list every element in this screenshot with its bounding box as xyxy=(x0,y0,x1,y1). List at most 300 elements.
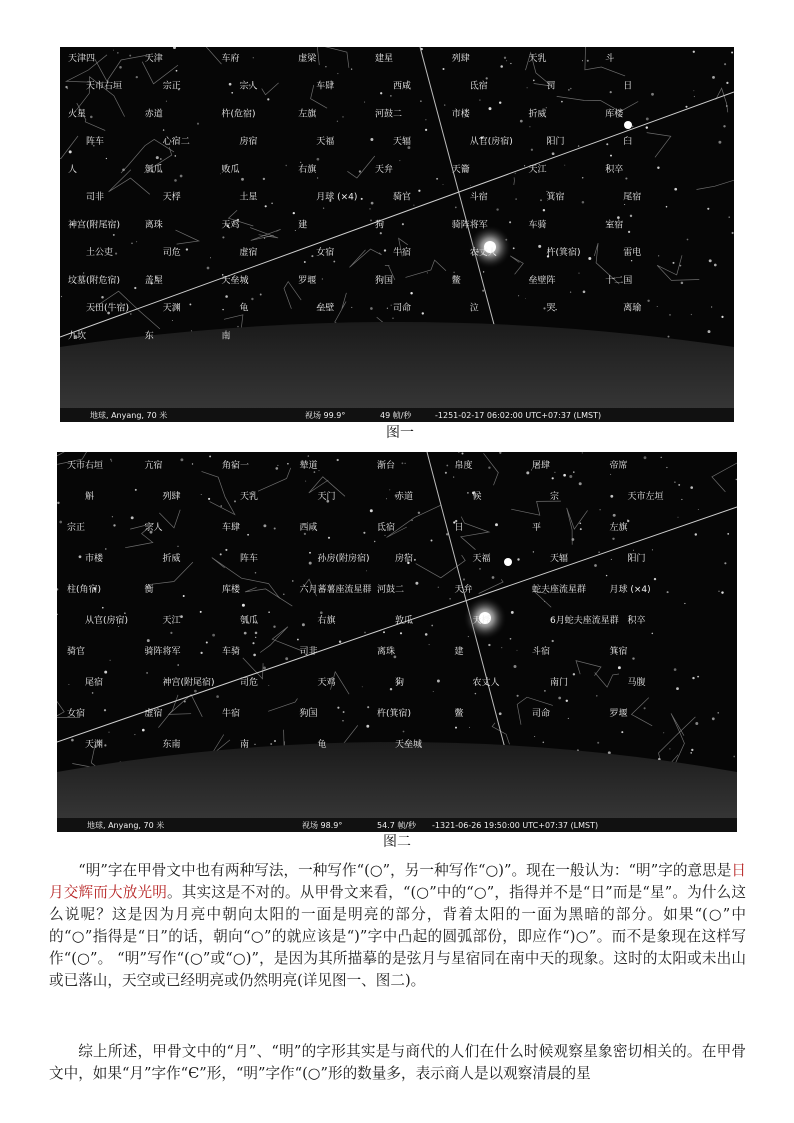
constellation-label: 女宿 xyxy=(316,248,335,259)
star xyxy=(566,700,568,702)
constellation-label: 天市左垣 xyxy=(627,492,664,502)
star xyxy=(431,625,433,627)
constellation-label: 雷电 xyxy=(623,248,642,259)
star xyxy=(496,208,498,210)
star xyxy=(646,117,649,120)
constellation-label: 列肆 xyxy=(162,492,181,502)
star xyxy=(729,216,730,217)
constellation-label: 狗国 xyxy=(375,275,394,286)
star xyxy=(339,640,341,642)
star xyxy=(255,632,258,635)
star xyxy=(579,273,580,274)
star xyxy=(453,272,454,273)
star xyxy=(697,676,699,678)
star xyxy=(712,76,715,79)
star xyxy=(455,207,457,209)
star xyxy=(724,63,726,65)
constellation-label: 天市右垣 xyxy=(86,81,123,92)
star xyxy=(177,664,179,666)
constellation-label: 帛度 xyxy=(454,461,473,471)
constellation-label: 骑官 xyxy=(67,647,86,657)
star xyxy=(606,575,607,576)
star xyxy=(707,208,709,210)
constellation-label: 神宫(附尾宿) xyxy=(162,678,215,688)
star xyxy=(538,245,541,248)
star xyxy=(292,580,293,581)
constellation-label: 市楼 xyxy=(85,554,104,564)
star xyxy=(189,303,191,305)
star xyxy=(676,687,679,690)
star xyxy=(599,509,600,510)
star xyxy=(314,471,316,473)
constellation-label: 月球 (×4) xyxy=(316,192,358,203)
star xyxy=(156,156,159,159)
star xyxy=(582,452,583,453)
star xyxy=(594,564,597,567)
star xyxy=(160,158,162,160)
star xyxy=(380,92,382,94)
star xyxy=(106,158,107,159)
star xyxy=(527,87,528,88)
sun-marker xyxy=(624,121,632,129)
constellation-label: 市楼 xyxy=(451,109,470,120)
star xyxy=(337,121,338,122)
constellation-label: 罗堰 xyxy=(609,709,628,719)
constellation-label: 车骑 xyxy=(528,220,547,231)
star xyxy=(546,107,547,108)
star xyxy=(244,632,247,635)
star xyxy=(325,66,326,67)
star xyxy=(283,594,285,596)
constellation-label: 司危 xyxy=(240,678,259,688)
star xyxy=(389,489,390,490)
constellation-label: 宗人 xyxy=(239,81,258,92)
star xyxy=(453,477,454,478)
star xyxy=(277,465,278,466)
star xyxy=(374,541,375,542)
star xyxy=(573,471,574,472)
star xyxy=(201,494,202,495)
paragraph-1-highlight: 日月交辉而大放光明 xyxy=(49,862,746,901)
star xyxy=(694,96,695,97)
star xyxy=(252,642,254,644)
star xyxy=(174,179,177,182)
star xyxy=(427,272,428,273)
constellation-label: 天辐 xyxy=(550,554,569,564)
star xyxy=(526,471,529,474)
star xyxy=(134,734,135,735)
star xyxy=(210,257,211,258)
constellation-label: 西咸 xyxy=(393,81,412,92)
star xyxy=(386,498,387,499)
constellation-label: 亢宿 xyxy=(144,461,163,471)
star xyxy=(610,474,611,475)
star xyxy=(166,101,167,102)
constellation-label: 平 xyxy=(532,523,542,533)
constellation-label: 瓠瓜 xyxy=(240,616,259,626)
constellation-label: 司危 xyxy=(162,248,181,259)
star xyxy=(263,666,266,669)
constellation-label: 南 xyxy=(240,740,250,750)
star xyxy=(518,295,519,296)
star xyxy=(403,731,405,733)
star xyxy=(413,205,414,206)
star xyxy=(718,141,721,144)
star xyxy=(552,152,555,155)
star xyxy=(504,57,506,59)
star xyxy=(714,264,717,267)
constellation-label: 右旗 xyxy=(298,164,317,175)
constellation-label: 箕宿 xyxy=(609,647,628,657)
star xyxy=(627,519,628,520)
star xyxy=(402,462,404,464)
star xyxy=(612,538,614,540)
sky-map-1 xyxy=(60,47,734,422)
star xyxy=(251,298,253,300)
constellation-label: 天弁 xyxy=(375,164,394,175)
star xyxy=(209,455,211,457)
star xyxy=(119,66,122,69)
star xyxy=(104,709,106,711)
star xyxy=(479,568,481,570)
star xyxy=(552,640,554,642)
star xyxy=(359,170,361,172)
constellation-label: 天渊 xyxy=(85,740,104,750)
star xyxy=(470,185,471,186)
constellation-label: 天桴 xyxy=(162,192,181,203)
star xyxy=(515,198,516,199)
constellation-label: 十二国 xyxy=(605,275,633,286)
star xyxy=(488,466,490,468)
star xyxy=(390,95,391,96)
star xyxy=(510,638,512,640)
constellation-label: 鳖 xyxy=(451,275,461,286)
star xyxy=(685,106,687,108)
constellation-label: 氐宿 xyxy=(469,81,488,92)
star xyxy=(163,129,164,130)
constellation-label: 盖屋 xyxy=(144,275,163,286)
star xyxy=(135,489,137,491)
star xyxy=(305,481,306,482)
star xyxy=(606,143,608,145)
star xyxy=(422,312,424,314)
star xyxy=(618,666,621,669)
constellation-label: 折威 xyxy=(528,109,547,120)
constellation-label: 杵(箕宿) xyxy=(377,709,412,719)
star xyxy=(180,615,183,618)
constellation-label: 狗国 xyxy=(299,709,318,719)
status-datetime: -1251-02-17 06:02:00 UTC+07:37 (LMST) xyxy=(435,411,602,420)
star xyxy=(573,673,575,675)
star xyxy=(129,55,131,57)
constellation-label: 日 xyxy=(454,523,464,533)
star xyxy=(317,177,318,178)
star xyxy=(732,232,734,234)
constellation-label: 天垒城 xyxy=(395,740,423,750)
constellation-label: 赤道 xyxy=(144,109,163,120)
star xyxy=(320,611,323,614)
star xyxy=(253,57,254,58)
star xyxy=(597,742,599,744)
star xyxy=(112,516,113,517)
star xyxy=(192,463,193,464)
constellation-label: 阳门 xyxy=(546,137,565,148)
constellation-label: 罗堰 xyxy=(298,275,317,286)
star xyxy=(514,665,517,668)
constellation-label: 斗宿 xyxy=(532,647,551,657)
star xyxy=(337,459,339,461)
star xyxy=(610,155,612,157)
star xyxy=(142,729,145,732)
constellation-label: 尾宿 xyxy=(623,192,642,203)
status-fps: 49 帧/秒 xyxy=(380,411,412,420)
star xyxy=(425,119,426,120)
star xyxy=(113,50,114,51)
star xyxy=(569,475,572,478)
star xyxy=(691,314,692,315)
star xyxy=(351,68,352,69)
constellation-label: 天渊 xyxy=(162,303,181,314)
star xyxy=(534,736,535,737)
constellation-label: 天辐 xyxy=(393,137,412,148)
star xyxy=(274,527,276,529)
star xyxy=(207,267,210,270)
star xyxy=(362,686,363,687)
star xyxy=(323,208,324,209)
constellation-label: 牛宿 xyxy=(222,709,241,719)
star xyxy=(177,546,178,547)
star xyxy=(273,625,275,627)
star xyxy=(687,239,689,241)
star xyxy=(110,459,112,461)
star xyxy=(681,282,684,285)
constellation-label: 车肆 xyxy=(222,523,241,533)
star xyxy=(131,242,133,244)
star xyxy=(220,553,222,555)
star xyxy=(429,644,430,645)
star xyxy=(136,76,138,78)
paragraph-summary: 综上所述，甲骨文中的“月”、“明”的字形其实是与商代的人们在什么时候观察星象密切相关的。在甲骨文中，如果“月”字作“Є”形，“明”字作“(○”形的数量多，表示商人是以观察清晨的星 xyxy=(49,1043,746,1082)
star xyxy=(711,306,712,307)
star xyxy=(468,636,469,637)
constellation-label: 敦瓜 xyxy=(395,616,414,626)
star xyxy=(644,707,646,709)
star xyxy=(721,316,723,318)
constellation-label: 氐宿 xyxy=(377,523,396,533)
star xyxy=(176,70,178,72)
constellation-label: 虚宿 xyxy=(239,248,258,259)
star xyxy=(580,528,582,530)
constellation-label: 心宿二 xyxy=(162,137,190,148)
star xyxy=(543,742,545,744)
constellation-label: 斛 xyxy=(85,492,95,502)
star xyxy=(370,138,373,141)
paragraph-1-text-b: 。其实这是不对的。从甲骨文来看，“(○”中的“○”，指得并不是“日”而是“星”。为什么这么说呢？这是因为月亮中朝向太阳的一面是明亮的部分，背着太阳的一面为黑暗的部分。如果“(○”中的“○”指得是“日”的话，朝向“○”的就应该是“)”字中凸起的圆弧部份，即应作“)○”。而不是象现在这样写作“(○”。 “明”写作“(○”或“○)”，是因为其所描摹的是弦月与星宿同在南中天的现象。这时的太阳或未出山或已落山，天空或已经明亮或仍然明亮(详见图一、图二)。 xyxy=(49,884,746,989)
constellation-label: 马腹 xyxy=(627,678,646,688)
constellation-label: 帝席 xyxy=(609,461,628,471)
star xyxy=(61,296,62,297)
star xyxy=(517,650,518,651)
constellation-label: 候 xyxy=(472,492,482,502)
star xyxy=(175,155,177,157)
star xyxy=(678,484,680,486)
star xyxy=(691,749,693,751)
star xyxy=(582,60,583,61)
star xyxy=(579,522,581,524)
star xyxy=(237,326,238,327)
star xyxy=(583,291,586,294)
star xyxy=(509,221,511,223)
constellation-label: 从官(房宿) xyxy=(85,616,129,626)
star xyxy=(124,613,125,614)
constellation-label: 农丈人 xyxy=(469,248,497,259)
constellation-label: 瓠瓜 xyxy=(144,164,163,175)
star xyxy=(680,265,682,267)
paragraph-ming-character xyxy=(49,860,746,992)
star xyxy=(318,470,319,471)
star xyxy=(443,68,445,70)
constellation-label: 司非 xyxy=(299,647,318,657)
star xyxy=(708,330,711,333)
star xyxy=(499,712,502,715)
star xyxy=(709,259,712,262)
star xyxy=(131,516,134,519)
star xyxy=(304,533,306,535)
star xyxy=(200,652,202,654)
star xyxy=(420,100,422,102)
constellation-label: 狗 xyxy=(395,678,405,688)
constellation-label: 臼 xyxy=(623,137,633,148)
star xyxy=(220,505,222,507)
star xyxy=(370,509,373,512)
constellation-label: 六月蕃薯座流星群 xyxy=(299,585,372,595)
star xyxy=(105,548,106,549)
star xyxy=(268,685,269,686)
star xyxy=(337,707,339,709)
star xyxy=(446,465,448,467)
constellation-label: 左旗 xyxy=(609,523,628,533)
star xyxy=(180,175,183,178)
star xyxy=(667,591,669,593)
star xyxy=(611,559,612,560)
star xyxy=(293,212,295,214)
constellation-label: 败瓜 xyxy=(221,164,240,175)
star xyxy=(225,549,227,551)
star xyxy=(540,199,542,201)
star xyxy=(384,249,386,251)
star xyxy=(437,680,440,683)
star xyxy=(342,116,343,117)
star xyxy=(308,455,309,456)
star xyxy=(568,89,570,91)
star xyxy=(267,98,269,100)
star xyxy=(674,481,676,483)
star xyxy=(684,603,685,604)
star xyxy=(415,582,418,585)
constellation-label: 赤道 xyxy=(395,492,414,502)
sky-map-2 xyxy=(57,452,737,832)
star xyxy=(391,305,392,306)
star xyxy=(108,732,109,733)
star xyxy=(511,611,514,614)
star xyxy=(405,463,406,464)
star xyxy=(302,623,305,626)
constellation-label: 南门 xyxy=(550,678,569,688)
constellation-label: 西咸 xyxy=(299,523,318,533)
constellation-label: 天津四 xyxy=(68,54,96,64)
star xyxy=(632,657,634,659)
star xyxy=(197,123,199,125)
star xyxy=(113,524,115,526)
star xyxy=(561,101,563,103)
constellation-label: 司非 xyxy=(86,192,105,203)
star xyxy=(274,740,276,742)
star xyxy=(118,626,119,627)
star xyxy=(644,456,647,459)
constellation-label: 斗 xyxy=(605,54,615,64)
constellation-label: 司命 xyxy=(393,303,412,314)
star xyxy=(455,727,457,729)
star xyxy=(486,77,488,79)
figure-1-caption: 图一 xyxy=(386,425,414,441)
star xyxy=(351,307,352,308)
star xyxy=(517,695,519,697)
star xyxy=(695,722,698,725)
star xyxy=(383,631,385,633)
star xyxy=(625,177,627,179)
constellation-label: 天田(牛宿) xyxy=(86,303,130,314)
star xyxy=(582,177,583,178)
star xyxy=(212,634,215,637)
star xyxy=(147,639,150,642)
star xyxy=(385,535,386,536)
constellation-label: 龟 xyxy=(239,303,249,314)
star xyxy=(651,93,654,96)
star xyxy=(475,693,476,694)
star xyxy=(222,309,223,310)
constellation-label: 东 xyxy=(144,331,154,342)
star xyxy=(136,241,137,242)
star xyxy=(102,607,104,609)
star xyxy=(369,208,370,209)
star xyxy=(342,720,343,721)
star xyxy=(431,540,433,542)
star xyxy=(337,73,338,74)
constellation-label: 房宿 xyxy=(239,137,258,148)
constellation-label: 尾宿 xyxy=(85,678,104,688)
star xyxy=(364,102,365,103)
star xyxy=(170,632,172,634)
constellation-label: 角宿一 xyxy=(222,461,250,471)
constellation-label: 天江 xyxy=(162,616,181,626)
star xyxy=(206,641,208,643)
constellation-label: 哭 xyxy=(546,303,556,314)
star xyxy=(613,514,616,517)
paragraph-1-text-a: “明”字在甲骨文中也有两种写法，一种写作“(○”，另一种写作“○)”。现在一般认为：“明”字的意思是 xyxy=(78,862,732,879)
star xyxy=(501,647,502,648)
constellation-label: 6月蛇夫座流星群 xyxy=(550,616,619,626)
star xyxy=(300,162,301,163)
constellation-label: 柱(角宿) xyxy=(67,585,102,595)
star xyxy=(669,314,671,316)
star xyxy=(225,295,228,298)
star xyxy=(231,92,233,94)
constellation-label: 天市右垣 xyxy=(67,461,104,471)
constellation-label: 建 xyxy=(298,220,308,231)
star xyxy=(693,51,695,53)
star xyxy=(366,725,369,728)
star xyxy=(500,65,503,68)
